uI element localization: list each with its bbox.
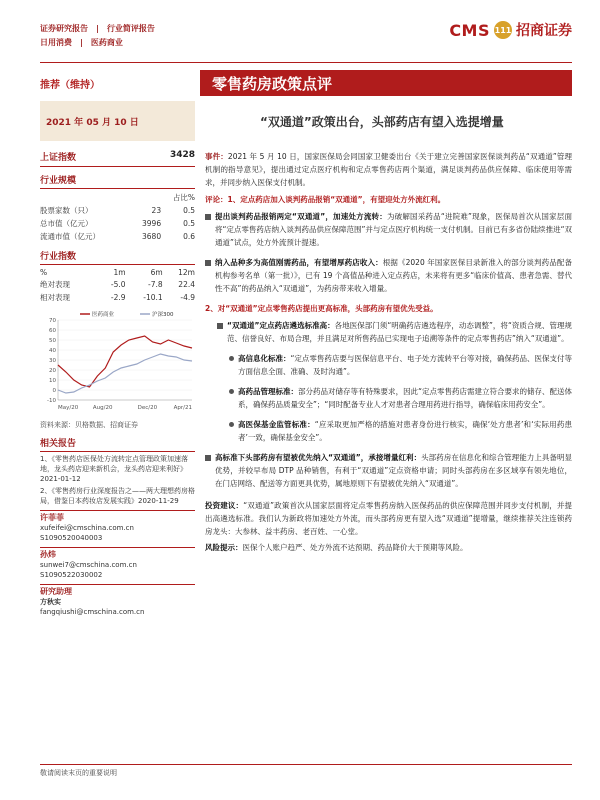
- bullet-lead: 高医保基金监管标准：: [238, 420, 315, 429]
- event-text: 2021 年 5 月 10 日，国家医保局会同国家卫健委出台《关于建立完善国家医保谈判药品“双通道”管理机制的指导意见》，提出通过定点医疗机构和定点零售药店两个渠道，满足谈判药品供应保障、临床使用等需求，并同步纳入医保支付机制。: [205, 152, 573, 187]
- bullet-item: [205, 451, 572, 493]
- analyst-cert: S1090522030002: [40, 571, 103, 579]
- table-cell: 0.6: [183, 232, 195, 241]
- sub-bullet-item: [205, 352, 572, 381]
- y-tick-label: 40: [49, 348, 56, 354]
- risk-warning: [205, 541, 572, 554]
- sidebar: [40, 150, 195, 617]
- bullet-text: 各地医保部门须“明确药店遴选程序，动态调整”，将“资质合规、管理规范、信誉良好、布局合理，并且满足对所售药品已实现电子追溯等条件的定点零售药店”纳入“双通道”。: [227, 321, 572, 343]
- table-cell: 绝对表现: [40, 280, 70, 289]
- table-cell: 流通市值（亿元）: [40, 232, 100, 241]
- table-cell: 0.5: [183, 219, 195, 228]
- table-cell: -5.0: [110, 280, 126, 289]
- x-tick-label: Dec/20: [137, 405, 158, 411]
- bullet-text: 头部药房在信息化和综合管理能力上具备明显优势，并较早布局 DTP 品种销售，有利于“双通道”定点资格申请；同时头部药房在多区域享有领先地位，在门店网络、配送等方面更具优势，属地原则下有望被优先纳入“双通道”。: [215, 453, 573, 488]
- table-cell: -4.9: [180, 293, 195, 302]
- assistant-email[interactable]: fangqiushi@cmschina.com.cn: [40, 608, 145, 616]
- bullet-text: 为破解国采药品“进院难”现象，医保局首次从国家层面将“定点零售药店纳入谈判药品供应保障范围”并与定点医疗机构统一支付机制。目前已有多省份陆续推进“双通道”试点，处方外流预计提速。: [215, 212, 572, 247]
- logo-seal-icon: 111: [494, 21, 512, 39]
- y-tick-label: 0: [52, 388, 56, 394]
- subsector-label: 医药商业: [90, 38, 123, 47]
- analyst-email[interactable]: xufeifei@cmschina.com.cn: [40, 524, 134, 532]
- report-subtitle: “双通道”政策出台，头部药店有望入选提增量: [260, 114, 504, 129]
- analyst-block: [40, 510, 195, 617]
- square-bullet-icon: [205, 455, 211, 461]
- risk-text: 医保个人账户趋严、处方外流不达预期、药品降价大于预期等风险。: [242, 543, 468, 552]
- table-cell: 0.5: [183, 206, 195, 215]
- table-cell: 12m: [178, 268, 195, 277]
- scale-header: 占比%: [172, 193, 195, 202]
- comment-heading-1: 评论：1、定点药店加入谈判药品报销“双通道”，有望迎处方外流红利。: [205, 195, 446, 204]
- index-row: [40, 150, 195, 167]
- table-cell: -7.8: [148, 280, 163, 289]
- table-row: [40, 204, 195, 217]
- bullet-lead: “双通道”定点药店遴选标准高：: [227, 321, 335, 330]
- chart-source: 资料来源：贝格数据、招商证券: [40, 421, 138, 429]
- related-title: 相关报告: [40, 436, 195, 452]
- report-type: 证券研究报告: [40, 24, 88, 33]
- footer-note: 敬请阅读末页的重要说明: [40, 764, 572, 778]
- header-tags: 证券研究报告 | 行业简评报告 日用消费 | 医药商业: [40, 22, 155, 50]
- table-cell: 相对表现: [40, 293, 70, 302]
- y-tick-label: 30: [49, 358, 56, 364]
- main-content: [205, 150, 572, 557]
- logo-cms: CMS: [449, 20, 490, 40]
- table-cell: -10.1: [143, 293, 163, 302]
- investment-label: 投资建议：: [205, 501, 244, 510]
- index-label: 上证指数: [40, 153, 77, 163]
- table-cell: 6m: [150, 268, 163, 277]
- table-row: [40, 230, 195, 243]
- dot-bullet-icon: [229, 356, 234, 361]
- y-tick-label: 60: [49, 328, 56, 334]
- y-tick-label: 10: [49, 378, 56, 384]
- table-row: [40, 291, 195, 304]
- sector-label: 日用消费: [40, 38, 72, 47]
- logo-cn: 招商证券: [516, 23, 572, 39]
- related-report-item[interactable]: 2、《零售药房行业深度报告之——两大理想药房格局，借鉴日本药妆店发展实践》2020-11-29: [40, 487, 195, 505]
- bullet-text: 根据《2020 年国家医保目录新准入的部分谈判药品配备机构参考名单（第一批）》，已有 19 个高值品种进入定点药店，未来将有更多“临床价值高、患者急需、替代性不高”的药品纳入“双通道”，为药房带来收入增量。: [215, 258, 572, 293]
- header-divider: [40, 62, 572, 63]
- series-line: [58, 336, 192, 387]
- risk-label: 风险提示：: [205, 543, 243, 552]
- legend-label: 沪深300: [152, 312, 174, 318]
- y-tick-label: 50: [49, 338, 56, 344]
- scale-table: [40, 191, 195, 243]
- y-tick-label: -10: [47, 398, 56, 404]
- investment-text: “双通道”政策首次从国家层面将定点零售药房纳入医保药品的供应保障范围并同步支付机制，并提出高遴选标准。我们认为新政将加速处方外流，而头部药房更有望入选“双通道”提增量，继续推荐关注连锁药房龙头：大参林、益丰药房、老百姓、一心堂。: [205, 501, 572, 536]
- dot-bullet-icon: [229, 389, 234, 394]
- analyst-name: 孙炜: [40, 547, 195, 560]
- table-cell: 总市值（亿元）: [40, 219, 93, 228]
- rating: 推荐（维持）: [40, 79, 100, 91]
- table-cell: 3996: [142, 219, 162, 228]
- analyst-cert: S1090520040003: [40, 534, 103, 542]
- bullet-item: [205, 319, 572, 348]
- bullet-text: “定点零售药店要与医保信息平台、电子处方流转平台等对接，确保药品、医保支付等方面信息全面、准确、及时沟通”。: [238, 354, 573, 376]
- table-cell: 股票家数（只）: [40, 206, 93, 215]
- index-value: 3428: [169, 150, 195, 160]
- bullet-item: [205, 210, 572, 252]
- perf-table: [40, 267, 195, 304]
- bullet-text: 部分药品对储存等有特殊要求，因此“定点零售药店需建立符合要求的储存、配送体系，确保药品质量安全”；“同时配备专业人才对患者合理用药进行指导，确保临床用药安全”。: [238, 387, 573, 409]
- sub-bullet-item: [205, 385, 572, 414]
- report-kind: 行业简评报告: [106, 24, 155, 33]
- dot-bullet-icon: [229, 422, 234, 427]
- table-cell: %: [40, 268, 48, 277]
- table-cell: -2.9: [110, 293, 126, 302]
- table-cell: 3680: [142, 232, 162, 241]
- analyst-name: 许菲菲: [40, 510, 195, 523]
- table-cell: 22.4: [178, 280, 195, 289]
- square-bullet-icon: [205, 214, 211, 220]
- assistant-title: 研究助理: [40, 584, 195, 597]
- x-tick-label: Apr/21: [173, 405, 192, 411]
- related-report-item[interactable]: 1、《零售药店医保处方流转定点管理政策加速落地，龙头药店迎来新机会，龙头药店迎来利好》2021-01-12: [40, 455, 188, 483]
- y-tick-label: 70: [49, 318, 56, 324]
- perf-title: 行业指数: [40, 249, 195, 265]
- y-tick-label: 20: [49, 368, 56, 374]
- sub-bullet-item: [205, 418, 572, 447]
- report-title: 零售药房政策点评: [200, 70, 572, 96]
- scale-title: 行业规模: [40, 173, 195, 189]
- bullet-item: [205, 256, 572, 298]
- x-tick-label: May/20: [58, 405, 79, 411]
- x-tick-label: Aug/20: [92, 405, 113, 411]
- bullet-lead: 高信息化标准：: [238, 354, 291, 363]
- bullet-text: “应采取更加严格的措施对患者身份进行核实，确保‘处方患者’和‘实际用药患者’一致，确保基金安全”。: [238, 420, 573, 442]
- legend-label: 医药商业: [92, 312, 115, 318]
- related-reports: [40, 454, 195, 506]
- assistant-name: 方秋实: [40, 598, 61, 606]
- bullet-lead: 高标准下头部药房有望被优先纳入“双通道”，承接增量红利：: [215, 453, 422, 462]
- table-cell: 1m: [113, 268, 126, 277]
- analyst-email[interactable]: sunwei7@cmschina.com.cn: [40, 561, 137, 569]
- event-paragraph: [205, 150, 572, 189]
- company-logo: [449, 20, 572, 40]
- report-date: 2021 年 05 月 10 日: [40, 101, 195, 141]
- performance-chart: [40, 308, 195, 416]
- table-row: [40, 278, 195, 291]
- bullet-lead: 高药品管理标准：: [238, 387, 299, 396]
- bullet-lead: 提出谈判药品报销两定“双通道”，加速处方流转：: [215, 212, 387, 221]
- event-label: 事件：: [205, 152, 228, 161]
- comment-heading-2: 2、对“双通道”定点零售药店提出更高标准，头部药房有望优先受益。: [205, 304, 438, 313]
- table-cell: 23: [151, 206, 162, 215]
- bullet-lead: 纳入品种多为高值刚需药品，有望增厚药店收入：: [215, 258, 383, 267]
- square-bullet-icon: [205, 260, 211, 266]
- investment-advice: [205, 499, 572, 538]
- square-bullet-icon: [217, 323, 223, 329]
- table-row: [40, 217, 195, 230]
